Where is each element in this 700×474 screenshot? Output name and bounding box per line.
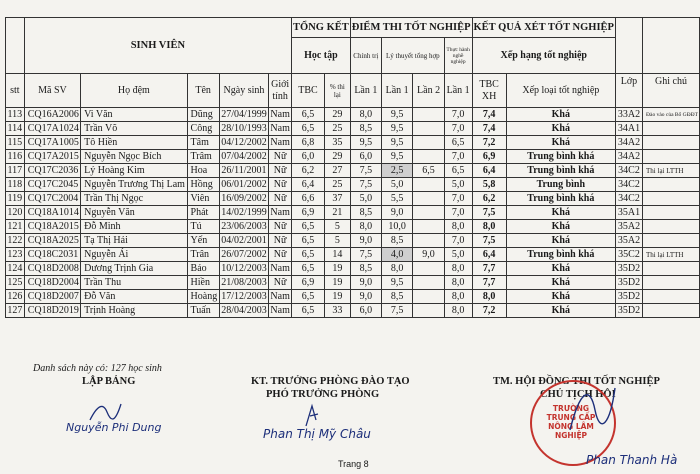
cell-lt2 [413,234,444,248]
cell-ct: 7,5 [350,164,381,178]
cell-xh: 6,2 [472,192,506,206]
cell-th: 8,0 [444,262,472,276]
cell-xl: Trung bình khá [506,192,615,206]
cell-tbc: 6,4 [292,178,325,192]
cell-xl: Khá [506,122,615,136]
cell-ct: 8,0 [350,220,381,234]
signature-2: Phan Thị Mỹ Châu [263,427,371,441]
cell-ten: Tú [187,220,219,234]
cell-lop: 34A1 [615,122,642,136]
cell-ten: Yến [187,234,219,248]
cell-tbc: 6,5 [292,122,325,136]
cell-ngay: 17/12/2003 [221,290,267,302]
cell-xh: 7,5 [472,234,506,248]
cell-lop: 34A2 [615,150,642,164]
cell-ten: Bảo [187,262,219,276]
cell-ten: Hoàng [187,290,219,304]
table-row [6,136,700,150]
cell-gc: Thi lại LTTH [643,248,700,262]
cell-gt: Nữ [269,234,292,248]
table-row [6,192,700,206]
cell-xh: 6,4 [472,164,506,178]
cell-gc [643,262,700,276]
cell-lt2 [413,290,444,304]
cell-ho: Trần Võ [81,122,187,136]
cell-pct: 14 [324,248,350,262]
cell-th: 6,5 [444,136,472,150]
lan1-thuc-hanh-col-header: Lần 1 [444,74,472,108]
cell-xh: 6,9 [472,150,506,164]
cell-ct: 8,0 [350,108,381,122]
cell-th: 5,0 [444,248,472,262]
cell-lop: 34C2 [615,164,642,178]
lop-col-header: Lớp [615,74,642,108]
cell-lop: 35D2 [615,290,642,304]
cell-lop: 34C2 [615,178,642,192]
cell-lt2 [413,150,444,164]
cell-stt: 118 [6,178,25,192]
cell-lt1: 2,5 [381,164,412,178]
xep-hang-header: Xếp hạng tốt nghiệp [472,38,615,74]
cell-ngay: 27/04/1999 [221,108,267,120]
cell-stt: 123 [7,248,23,260]
cell-ma: CQ18C2031 [24,248,80,262]
lan1-chinh-tri-col-header: Lần 1 [350,74,381,108]
cell-lt1: 8,0 [381,262,412,276]
cell-gc [643,136,700,150]
xep-loai-col-header: Xếp loại tốt nghiệp [506,74,615,108]
cell-ho: Nguyễn Ngọc Bích [81,150,187,164]
cell-lt1: 9,5 [381,276,412,290]
cell-ngay: 10/12/2003 [221,262,267,274]
cell-ct: 6,0 [350,304,381,318]
cell-ten: Hiền [187,276,219,290]
cell-pct: 21 [324,206,350,220]
cell-gt: Nữ [269,248,292,262]
diem-thi-header: ĐIỂM THI TỐT NGHIỆP [350,18,472,38]
cell-ten: Tuấn [187,304,219,318]
cell-gt: Nam [270,108,290,120]
cell-xl: Khá [506,290,615,304]
cell-ten: Viên [187,192,219,206]
cell-gc [643,276,700,290]
cell-lt2 [413,220,444,234]
lop-header-blank [615,18,642,74]
cell-ho: Trần Thu [81,276,187,290]
cell-xl: Khá [506,262,615,276]
cell-xl: Trung bình khá [506,164,615,178]
cell-pct: 27 [324,164,350,178]
cell-stt: 126 [7,290,23,302]
signature-mark-2 [298,400,328,430]
cell-ct: 7,5 [350,248,381,262]
kt-truong-phong-title: KT. TRƯỞNG PHÒNG ĐÀO TẠO [251,376,410,387]
cell-tbc: 6,8 [292,136,325,150]
chinh-tri-header: Chính trị [350,38,381,74]
cell-stt: 117 [6,164,25,178]
cell-ngay: 06/01/2002 [221,178,267,190]
cell-tbc: 6,5 [292,234,325,248]
cell-ma: CQ17C2045 [24,178,80,192]
cell-pct: 25 [324,122,350,136]
table-row [6,234,700,248]
cell-gt: Nam [270,262,290,274]
cell-ho: Lý Hoàng Kim [81,164,187,178]
cell-tbc: 6,2 [292,164,325,178]
cell-ma: CQ16A2006 [24,108,80,122]
cell-th: 8,0 [444,290,472,304]
cell-lop: 35D2 [615,276,642,290]
cell-ma: CQ17C2004 [24,192,80,206]
cell-pct: 25 [324,178,350,192]
cell-gt: Nữ [269,178,292,192]
table-row [6,276,700,290]
cell-xl: Khá [506,206,615,220]
cell-ten: Hồng [187,178,219,192]
cell-stt: 116 [6,150,25,164]
cell-lt2 [413,178,444,192]
table-row [6,122,700,136]
ho-dem-col-header: Họ đệm [81,74,187,108]
ghi-chu-header-blank [643,18,700,74]
cell-pct: 19 [324,290,350,304]
cell-lt2: 9,0 [413,248,444,262]
pho-truong-phong-title: PHÓ TRƯỞNG PHÒNG [266,389,380,400]
cell-ten: Dũng [187,108,219,122]
cell-lt1: 7,5 [381,304,412,318]
tm-hoi-dong-title: TM. HỘI ĐỒNG THI TỐT NGHIỆP [493,376,660,387]
cell-xl: Trung bình [506,178,615,192]
cell-lt1: 9,5 [381,122,412,136]
cell-ngay: 26/11/2001 [219,164,269,178]
cell-gc [643,122,700,136]
cell-th: 8,0 [444,220,472,234]
cell-stt: 120 [7,206,23,218]
cell-pct: 29 [324,108,350,122]
cell-xl: Khá [506,276,615,290]
cell-ma: CQ18D2019 [24,304,80,318]
cell-ma: CQ17A2015 [24,150,80,164]
cell-ho: Nguyễn Văn [81,206,187,220]
cell-gc [643,192,700,206]
cell-xh: 6,4 [472,248,506,262]
cell-stt: 127 [7,304,23,316]
cell-tbc: 6,5 [292,220,325,234]
cell-ct: 9,0 [350,290,381,304]
cell-lop: 34C2 [615,192,642,206]
cell-th: 8,0 [444,276,472,290]
cell-xh: 7,7 [472,262,506,276]
lan2-ly-thuyet-col-header: Lần 2 [413,74,444,108]
ly-thuyet-header: Lý thuyết tổng hợp [381,38,444,74]
cell-xl: Khá [506,234,615,248]
cell-ho: Đỗ Minh [81,220,187,234]
cell-ho: Dương Trịnh Gia [81,262,187,276]
cell-ma: CQ18D2004 [24,276,80,290]
cell-xl: Trung bình khá [506,248,615,262]
cell-pct: 5 [324,234,350,248]
cell-xh: 8,0 [472,220,506,234]
cell-ct: 8,5 [350,206,381,220]
cell-xl: Khá [506,108,615,122]
cell-lt2 [413,304,444,318]
cell-ct: 9,0 [350,276,381,290]
cell-lt1: 9,5 [381,150,412,164]
table-row [6,304,700,318]
stt-header-blank [6,18,25,74]
cell-th: 5,0 [444,178,472,192]
cell-th: 8,0 [444,304,472,318]
cell-xh: 8,0 [472,290,506,304]
cell-xh: 5,8 [472,178,506,192]
cell-tbc: 6,6 [292,192,325,206]
stt-col-header: stt [6,74,25,108]
cell-ngay: 04/02/2001 [221,234,267,246]
cell-ma: CQ18A1014 [24,206,80,220]
cell-ho: Vi Văn [81,108,187,122]
cell-ten: Trân [187,248,219,262]
cell-stt: 115 [6,136,25,150]
tbc-col-header: TBC [292,74,325,108]
cell-ngay: 16/09/2002 [221,192,267,204]
cell-ho: Trịnh Hoàng [81,304,187,318]
cell-xh: 7,7 [472,276,506,290]
pct-thi-lai-col-header: % thi lại [324,74,350,108]
cell-ngay: 23/06/2003 [221,220,267,232]
cell-gt: Nam [270,304,290,316]
cell-xl: Trung bình khá [506,150,615,164]
cell-lop: 35A2 [615,220,642,234]
cell-ct: 8,5 [350,122,381,136]
cell-th: 7,0 [444,206,472,220]
cell-pct: 35 [324,136,350,150]
cell-th: 7,0 [444,150,472,164]
cell-lop: 35A1 [615,206,642,220]
cell-ma: CQ18D2008 [24,262,80,276]
cell-th: 7,0 [444,192,472,206]
cell-ngay: 07/04/2002 [221,150,267,162]
table-row [6,178,700,192]
hoc-tap-header: Học tập [292,38,351,74]
cell-pct: 19 [324,276,350,290]
cell-gt: Nam [270,136,290,148]
cell-th: 7,0 [444,234,472,248]
cell-gc [643,234,700,248]
cell-lt1: 10,0 [381,220,412,234]
cell-gt: Nữ [269,192,292,206]
chu-tich-title: CHỦ TỊCH HỘI [540,389,616,400]
cell-gt: Nữ [269,276,292,290]
cell-ho: Tô Hiền [81,136,187,150]
cell-xh: 7,2 [472,136,506,150]
table-row [6,164,700,178]
cell-stt: 122 [7,234,23,246]
cell-stt: 119 [6,192,25,206]
cell-pct: 19 [324,262,350,276]
cell-tbc: 6,5 [292,304,325,318]
ma-sv-col-header: Mã SV [24,74,80,108]
lan1-ly-thuyet-col-header: Lần 1 [381,74,412,108]
cell-lt1: 5,0 [381,178,412,192]
cell-ngay: 14/02/1999 [221,206,267,218]
cell-gc [643,178,700,192]
table-row [6,220,700,234]
gioi-tinh-col-header: Giới tính [269,74,292,108]
cell-th: 7,0 [444,122,472,136]
cell-ho: Nguyễn Trương Thị Lam [81,178,187,192]
signature-1: Nguyễn Phi Dung [66,421,162,434]
cell-ten: Hoa [187,164,219,178]
stamp-text: TRƯỜNG TRUNG CẤP NÔNG LÂM NGHIỆP [546,404,596,440]
cell-lt1: 8,5 [381,234,412,248]
cell-ngay: 28/04/2003 [221,304,267,316]
cell-ma: CQ18A2025 [24,234,80,248]
cell-lt2 [413,122,444,136]
cell-gc [643,290,700,304]
cell-gc [643,206,700,220]
cell-lt1: 9,0 [381,206,412,220]
cell-lop: 34A2 [615,136,642,150]
signature-3: Phan Thanh Hà [586,453,678,467]
ghi-chu-col-header: Ghi chú [643,74,700,108]
cell-th: 7,0 [444,108,472,122]
cell-lop: 35D2 [615,262,642,276]
cell-lt1: 4,0 [381,248,412,262]
cell-gt: Nữ [269,220,292,234]
cell-lt2 [413,108,444,122]
table-row [6,248,700,262]
cell-ngay: 26/07/2002 [221,248,267,260]
cell-gc: Thi lại LTTH [643,164,700,178]
cell-lt2 [413,136,444,150]
cell-lt2: 6,5 [413,164,444,178]
cell-ten: Phát [187,206,219,220]
cell-stt: 125 [7,276,23,288]
cell-pct: 33 [324,304,350,318]
cell-lop: 35A2 [615,234,642,248]
cell-pct: 37 [324,192,350,206]
cell-lt2 [413,192,444,206]
cell-gt: Nam [270,206,290,218]
cell-lop: 33A2 [615,108,642,122]
cell-gt: Nữ [269,164,292,178]
cell-gt: Nữ [269,150,292,164]
cell-ct: 6,0 [350,150,381,164]
cell-stt: 124 [7,262,23,274]
table-row [6,290,700,304]
cell-lt1: 9,5 [381,108,412,122]
cell-tbc: 6,0 [292,150,325,164]
signature-mark-3 [560,380,620,440]
cell-tbc: 6,5 [292,248,325,262]
table-row [6,150,700,164]
cell-pct: 5 [324,220,350,234]
cell-pct: 29 [324,150,350,164]
cell-ten: Trâm [187,150,219,164]
cell-tbc: 6,5 [292,262,325,276]
cell-lt2 [413,206,444,220]
cell-xh: 7,5 [472,206,506,220]
ket-qua-header: KẾT QUẢ XÉT TỐT NGHIỆP [472,18,615,38]
cell-tbc: 6,9 [292,276,325,290]
cell-ct: 5,0 [350,192,381,206]
tbc-xh-col-header: TBC XH [472,74,506,108]
cell-ho: Tạ Thị Hải [81,234,187,248]
thuc-hanh-header: Thực hành nghề nghiệp [444,38,472,74]
cell-xh: 7,4 [472,122,506,136]
cell-gt: Nam [270,122,290,134]
cell-lt1: 9,5 [381,136,412,150]
cell-lop: 35D2 [615,304,642,318]
cell-ho: Trần Thị Ngọc [81,192,187,206]
table-row [6,262,700,276]
cell-ngay: 28/10/1993 [221,122,267,134]
cell-gt: Nam [270,290,290,302]
cell-ma: CQ17C2036 [24,164,80,178]
cell-ho: Nguyễn Ái [81,248,187,262]
graduation-table [5,17,700,318]
lap-bang-title: LẬP BẢNG [82,376,136,387]
table-row [6,206,700,220]
cell-lt2 [413,276,444,290]
cell-ngay: 04/12/2002 [221,136,267,148]
cell-ct: 9,0 [350,234,381,248]
cell-tbc: 6,5 [292,290,325,304]
cell-ngay: 21/08/2003 [221,276,267,288]
ten-col-header: Tên [187,74,219,108]
cell-xl: Khá [506,220,615,234]
cell-ten: Tâm [187,136,219,150]
cell-xl: Khá [506,136,615,150]
cell-ct: 9,5 [350,136,381,150]
cell-tbc: 6,9 [292,206,325,220]
cell-stt: 114 [6,122,25,136]
summary-text: Danh sách này có: 127 học sinh [33,363,162,374]
cell-ct: 7,5 [350,178,381,192]
tong-ket-header: TỔNG KẾT [292,18,351,38]
cell-gc: Đào vào của Bổ GĐĐT [643,108,700,122]
sinh-vien-header: SINH VIÊN [24,18,291,74]
cell-gc [643,220,700,234]
cell-ma: CQ18D2007 [24,290,80,304]
cell-ho: Đỗ Văn [81,290,187,304]
cell-stt: 121 [7,220,23,232]
cell-gc [643,304,700,318]
table-row [6,108,700,122]
cell-xl: Khá [506,304,615,318]
cell-xh: 7,2 [472,304,506,318]
cell-xh: 7,4 [472,108,506,122]
cell-ma: CQ18A2015 [24,220,80,234]
ngay-sinh-col-header: Ngày sinh [219,74,269,108]
cell-ten: Công [187,122,219,136]
cell-lop: 35C2 [615,248,642,262]
cell-gc [643,150,700,164]
cell-lt1: 5,5 [381,192,412,206]
page-number: Trang 8 [338,459,369,469]
cell-th: 6,5 [444,164,472,178]
cell-lt2 [413,262,444,276]
cell-ct: 8,5 [350,262,381,276]
cell-tbc: 6,5 [292,108,325,122]
cell-stt: 113 [6,108,25,122]
cell-lt1: 8,5 [381,290,412,304]
cell-ma: CQ17A1005 [24,136,80,150]
cell-ma: CQ17A1024 [24,122,80,136]
